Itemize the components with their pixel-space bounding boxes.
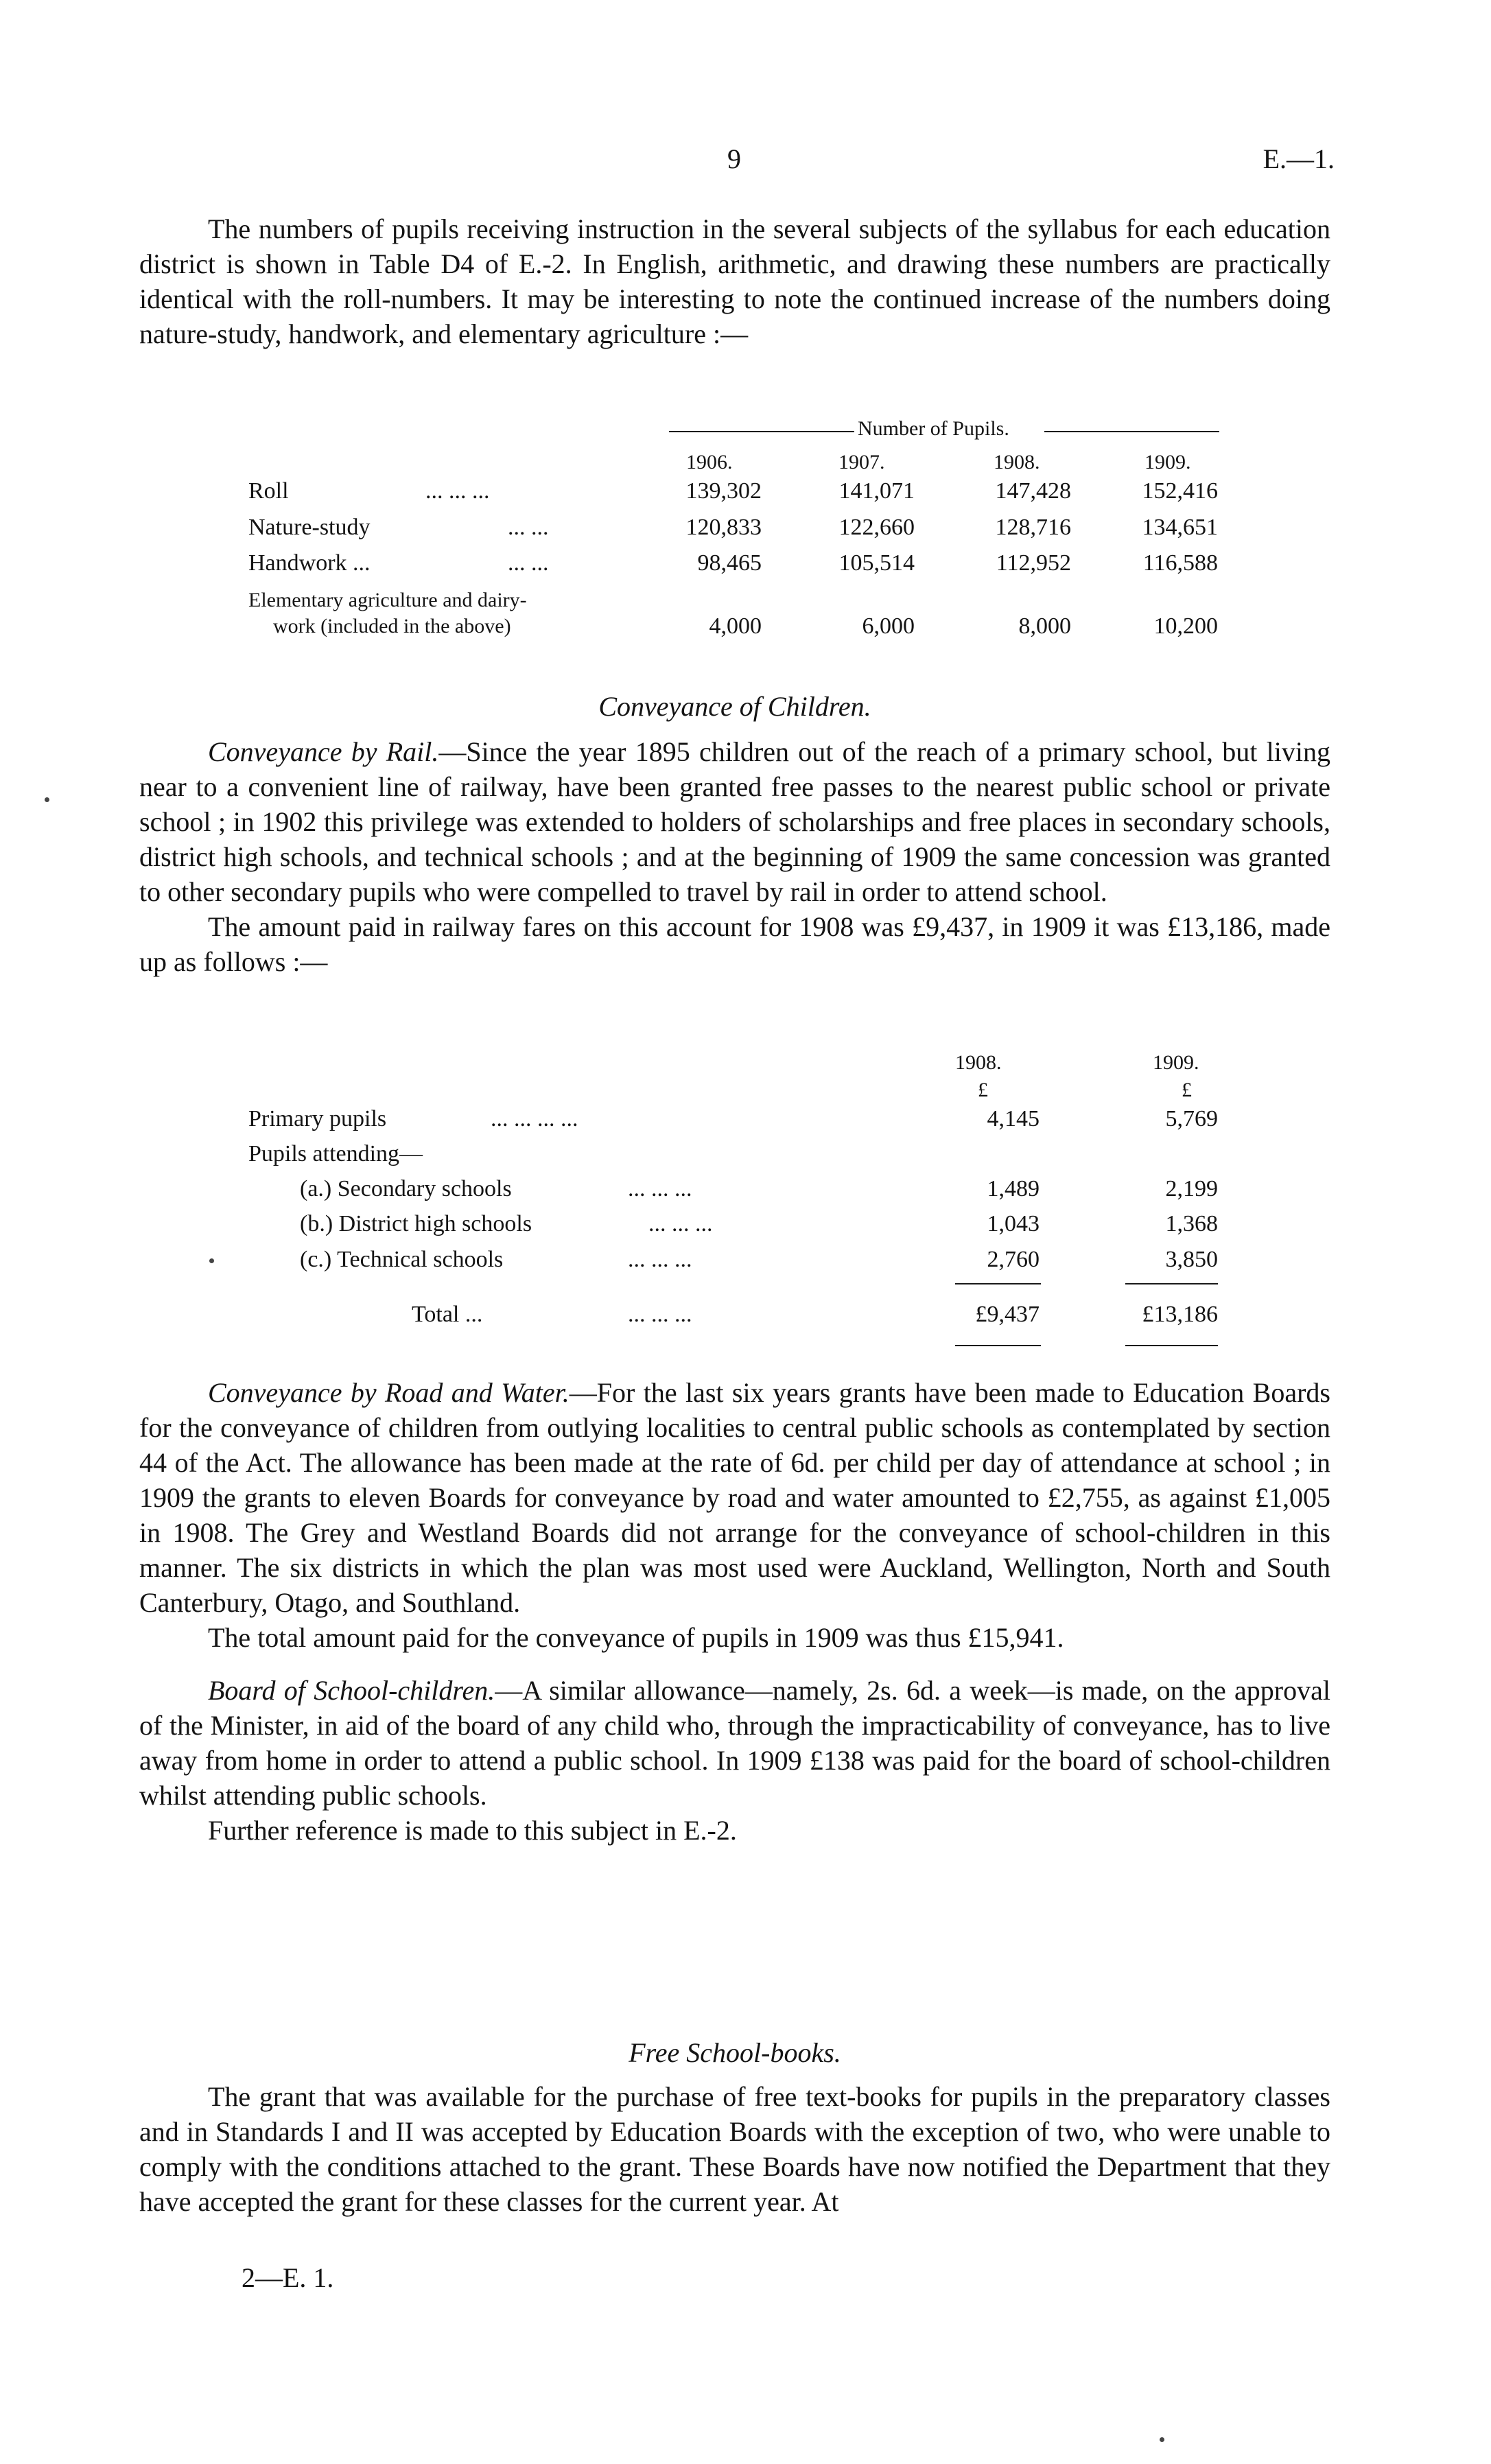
agri-1908: 8,000 (1018, 613, 1071, 639)
handwork-1909: 116,588 (1142, 550, 1218, 576)
district-high-1908: 1,043 (987, 1211, 1040, 1236)
intro-paragraph: The numbers of pupils receiving instruction in the several subjects of the syllabus for each education district is shown in Table D4 of E.-2. In English, arithmetic, and drawing these numbers are practically identical with the roll-numbers. It may be interesting to note the continued increase of the numbers doing nature-study, handwork, and elementary agriculture :— (139, 213, 1330, 349)
rail-block (139, 734, 1330, 979)
pupils-group-header: Number of Pupils. (858, 417, 1009, 440)
board-text: —A similar allowance—namely, 2s. 6d. a week—is made, on the approval of the Minister, in aid of the board of any child who, through the impracticability of conveyance, has to live away from home in order to attend a public school. In 1909 £138 was paid for the board of school-children whilst attending public schools. (139, 1675, 1330, 1811)
year-header-1906: 1906. (686, 451, 733, 473)
year-header-1909: 1909. (1144, 451, 1191, 473)
fares-year-1908: 1908. (955, 1051, 1002, 1074)
row-label-total: Total ... (412, 1302, 483, 1327)
books-paragraph: The grant that was available for the purchase of free text-books for pupils in the preparatory classes and in Standards I and II was accepted by Education Boards with the exception of two, who were unable to comply with the conditions attached to the grant. These Boards have now notified the Department that they have accepted the grant for these classes for the current year. At (139, 2081, 1330, 2217)
group-rule-right (1044, 431, 1219, 432)
fares-year-1909: 1909. (1153, 1051, 1199, 1074)
row-label-agriculture-line2: work (included in the above) (273, 615, 511, 637)
total-rule-top-1908 (955, 1283, 1041, 1284)
handwork-1906: 98,465 (697, 550, 762, 576)
rail-lead: Conveyance by Rail. (208, 736, 439, 767)
technical-1909: 3,850 (1165, 1247, 1218, 1272)
secondary-1908: 1,489 (987, 1176, 1040, 1201)
intro-block (139, 211, 1330, 351)
row-label-technical: (c.) Technical schools (300, 1247, 504, 1272)
scan-speck (45, 797, 49, 802)
leader-dots: ... ... (508, 550, 549, 576)
road-text: —For the last six years grants have been made to Education Boards for the conveyance of children from outlying localities to central public schools as contemplated by section 44 of the Act. The allowance has been made at the rate of 6d. per child per day of attendance at school ; in 1909 the grants to eleven Boards for conveyance by road and water amounted to £2,755, as against £1,005 in 1908. The Grey and Westland Boards did not arrange for the conveyance of school-children in this manner. The six districts in which the plan was most used were Auckland, Wellington, North and South Canterbury, Otago, and Southland. (139, 1377, 1330, 1618)
row-label-secondary: (a.) Secondary schools (300, 1176, 512, 1201)
district-high-1909: 1,368 (1165, 1211, 1218, 1236)
board-paragraph (139, 1673, 1330, 1813)
road-lead: Conveyance by Road and Water. (208, 1377, 570, 1408)
reference-paragraph: Further reference is made to this subject in E.-2. (208, 1815, 737, 1846)
signature-mark: 2—E. 1. (242, 2262, 334, 2293)
total-rule-bottom-1909 (1125, 1345, 1218, 1346)
books-heading: Free School-books. (629, 2037, 841, 2068)
leader-dots: ... ... (508, 515, 549, 540)
total-rule-top-1909 (1125, 1283, 1218, 1284)
page-number: 9 (727, 143, 741, 174)
total-paragraph: The total amount paid for the conveyance of pupils in 1909 was thus £15,941. (208, 1622, 1064, 1653)
row-label-nature-study: Nature-study (248, 515, 371, 540)
scan-speck (209, 1258, 214, 1263)
row-label-agriculture-line1: Elementary agriculture and dairy- (248, 589, 527, 611)
road-block (139, 1375, 1330, 1848)
row-label-handwork: Handwork ... (248, 550, 371, 576)
leader-dots: ... ... ... ... (491, 1106, 578, 1131)
roll-1906: 139,302 (685, 478, 762, 504)
fares-paragraph: The amount paid in railway fares on this account for 1908 was £9,437, in 1909 it was £13,186, made up as follows :— (139, 911, 1330, 977)
board-lead: Board of School-children. (208, 1675, 495, 1706)
total-rule-bottom-1908 (955, 1345, 1041, 1346)
leader-dots: ... ... ... (628, 1247, 692, 1272)
road-paragraph (139, 1375, 1330, 1620)
rail-paragraph (139, 734, 1330, 909)
secondary-1909: 2,199 (1165, 1176, 1218, 1201)
leader-dots: ... ... ... (425, 478, 490, 504)
handwork-1908: 112,952 (996, 550, 1071, 576)
document-reference: E.—1. (1263, 143, 1335, 174)
roll-1908: 147,428 (995, 478, 1071, 504)
books-block (139, 2079, 1330, 2219)
nature-1906: 120,833 (685, 515, 762, 540)
total-1909: £13,186 (1142, 1302, 1218, 1327)
scan-speck (1160, 2437, 1164, 2442)
year-header-1907: 1907. (838, 451, 885, 473)
rail-text: —Since the year 1895 children out of the reach of a primary school, but living near to a convenient line of railway, have been granted free passes to the nearest public school or private school ; in 1902 this privilege was extended to holders of scholarships and free places in secondary schools, district high schools, and technical schools ; and at the beginning of 1909 the same concession was granted to other secondary pupils who were compelled to travel by rail in order to attend school. (139, 736, 1330, 907)
primary-1909: 5,769 (1165, 1106, 1218, 1131)
agri-1906: 4,000 (709, 613, 762, 639)
conveyance-heading: Conveyance of Children. (598, 691, 871, 722)
total-1908: £9,437 (975, 1302, 1040, 1327)
group-rule-left (669, 431, 854, 432)
leader-dots: ... ... ... (648, 1211, 713, 1236)
row-label-primary: Primary pupils (248, 1106, 387, 1131)
primary-1908: 4,145 (987, 1106, 1040, 1131)
nature-1907: 122,660 (838, 515, 915, 540)
nature-1909: 134,651 (1142, 515, 1218, 540)
leader-dots: ... ... ... (628, 1176, 692, 1201)
technical-1908: 2,760 (987, 1247, 1040, 1272)
currency-1908: £ (978, 1079, 988, 1101)
handwork-1907: 105,514 (838, 550, 915, 576)
row-label-roll: Roll (248, 478, 289, 504)
agri-1909: 10,200 (1153, 613, 1218, 639)
roll-1907: 141,071 (838, 478, 915, 504)
nature-1908: 128,716 (995, 515, 1071, 540)
roll-1909: 152,416 (1142, 478, 1218, 504)
currency-1909: £ (1182, 1079, 1192, 1101)
agri-1907: 6,000 (862, 613, 915, 639)
leader-dots: ... ... ... (628, 1302, 692, 1327)
year-header-1908: 1908. (994, 451, 1040, 473)
row-label-district-high: (b.) District high schools (300, 1211, 532, 1236)
row-label-pupils-attending: Pupils attending— (248, 1141, 423, 1166)
